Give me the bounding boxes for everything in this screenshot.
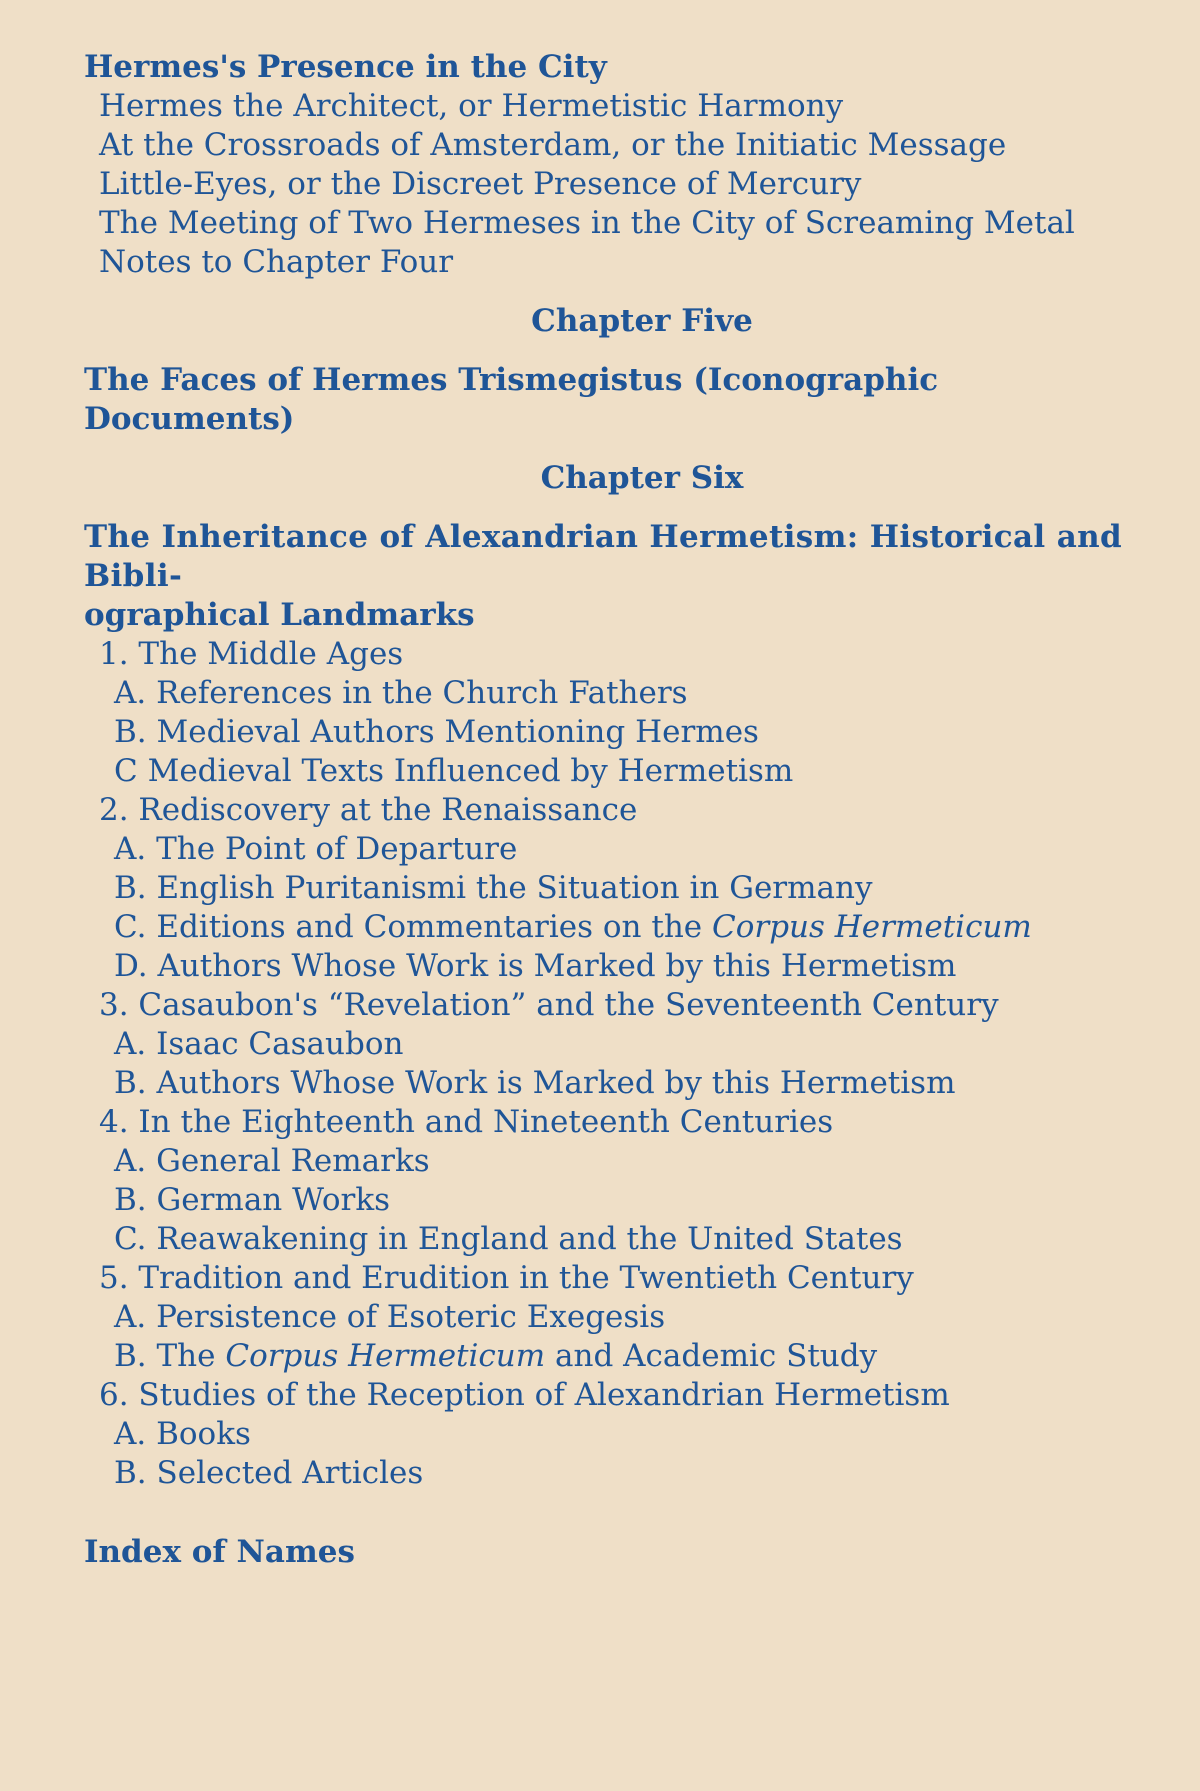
toc-subentry[interactable]: D. Authors Whose Work is Marked by this Hermetism xyxy=(114,948,957,984)
toc-subentry[interactable]: C Medieval Texts Influenced by Hermetism xyxy=(114,753,794,789)
toc-subentry[interactable]: B. German Works xyxy=(114,1182,391,1218)
toc-part[interactable]: 1. The Middle Ages xyxy=(99,636,404,672)
chapter-six-title[interactable] xyxy=(84,518,1140,635)
chapter-five-label: Chapter Five xyxy=(531,303,753,339)
chapter-six-label: Chapter Six xyxy=(540,460,744,496)
toc-subentry[interactable]: B. Medieval Authors Mentioning Hermes xyxy=(114,714,759,750)
section-title-hermes-city[interactable]: Hermes's Presence in the City xyxy=(84,49,607,85)
toc-entry[interactable]: The Meeting of Two Hermeses in the City of Screaming Metal xyxy=(99,205,1075,241)
toc-part[interactable]: 2. Rediscovery at the Renaissance xyxy=(99,792,638,828)
toc-subentry[interactable] xyxy=(84,908,1140,947)
corpus-hermeticum-italic: Corpus Hermeticum xyxy=(712,909,1032,945)
toc-part[interactable]: 4. In the Eighteenth and Nineteenth Centuries xyxy=(99,1104,834,1140)
toc-subentry-text: and Academic Study xyxy=(545,1338,878,1374)
toc-subentry[interactable]: A. Persistence of Esoteric Exegesis xyxy=(114,1299,666,1335)
toc-subentry-text: C. Editions and Commentaries on the xyxy=(114,909,712,945)
toc-part[interactable]: 3. Casaubon's “Revelation” and the Seventeenth Century xyxy=(99,987,999,1023)
corpus-hermeticum-italic: Corpus Hermeticum xyxy=(225,1338,546,1374)
toc-subentry[interactable]: A. General Remarks xyxy=(114,1143,430,1179)
toc-subentry-text: B. The xyxy=(114,1338,226,1374)
chapter-six-title-line2: ographical Landmarks xyxy=(84,597,475,633)
toc-subentry[interactable]: A. References in the Church Fathers xyxy=(114,675,688,711)
toc-subentry[interactable]: A. Isaac Casaubon xyxy=(114,1026,404,1062)
toc-part[interactable]: 6. Studies of the Reception of Alexandrian Hermetism xyxy=(99,1377,950,1413)
toc-subentry[interactable]: A. The Point of Departure xyxy=(114,831,518,867)
toc-subentry[interactable] xyxy=(84,1337,1140,1376)
chapter-five-title[interactable]: The Faces of Hermes Trismegistus (Iconographic Documents) xyxy=(84,362,939,437)
toc-entry[interactable]: Hermes the Architect, or Hermetistic Harmony xyxy=(99,88,844,124)
toc-subentry[interactable]: C. Reawakening in England and the United States xyxy=(114,1221,903,1257)
toc-subentry[interactable]: A. Books xyxy=(114,1416,251,1452)
index-title[interactable]: Index of Names xyxy=(84,1534,355,1570)
chapter-six-title-line1: The Inheritance of Alexandrian Hermetism: Historical and Bibli- xyxy=(84,519,1123,594)
toc-entry[interactable]: Notes to Chapter Four xyxy=(99,244,454,280)
toc-entry[interactable]: At the Crossroads of Amsterdam, or the Initiatic Message xyxy=(99,127,1007,163)
toc-subentry[interactable]: B. Authors Whose Work is Marked by this Hermetism xyxy=(114,1065,956,1101)
toc-part[interactable]: 5. Tradition and Erudition in the Twentieth Century xyxy=(99,1260,914,1296)
toc-subentry[interactable]: B. English Puritanismi the Situation in Germany xyxy=(114,870,873,906)
toc-entry[interactable]: Little-Eyes, or the Discreet Presence of Mercury xyxy=(99,166,862,202)
toc-subentry[interactable]: B. Selected Articles xyxy=(114,1455,424,1491)
